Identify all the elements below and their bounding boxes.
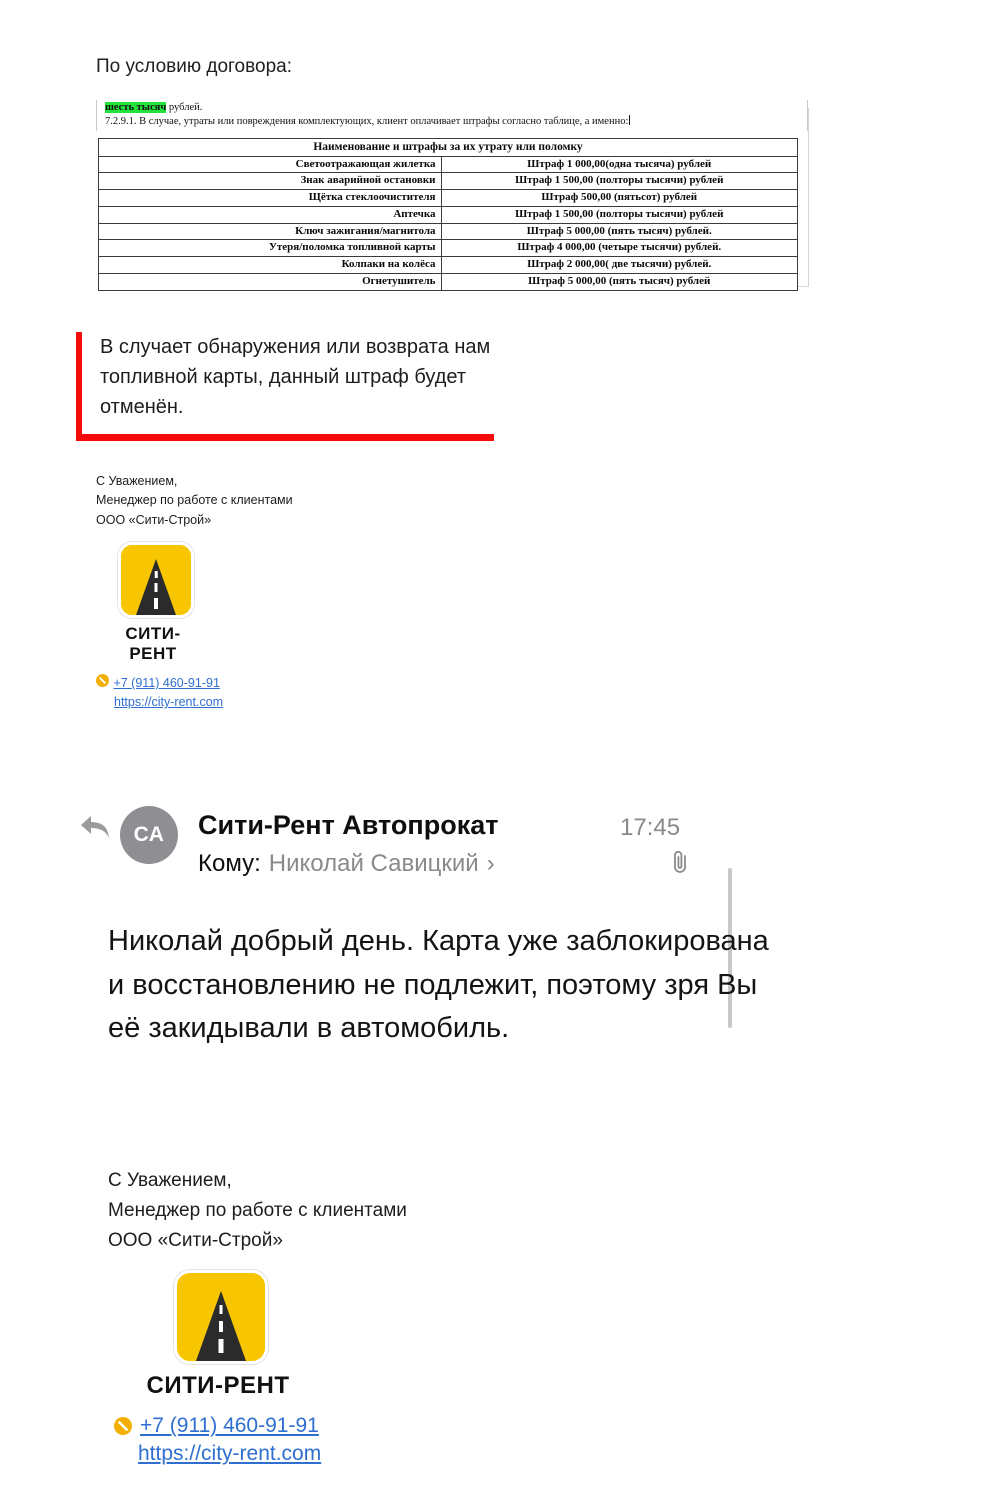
item-fine: Штраф 1 500,00 (полторы тысячи) рублей — [441, 173, 798, 190]
quoted-document — [96, 100, 808, 291]
road-dash — [219, 1321, 223, 1332]
item-name: Колпаки на колёса — [99, 257, 442, 274]
avatar[interactable]: СА — [120, 806, 178, 864]
item-fine: Штраф 1 500,00 (полторы тысячи) рублей — [441, 206, 798, 223]
table-row — [99, 257, 798, 274]
table-row — [99, 273, 798, 290]
website-link[interactable]: https://city-rent.com — [138, 1442, 322, 1466]
fines-table-body — [99, 156, 798, 290]
table-header-cell: Наименование и штрафы за их утрату или поломку — [99, 139, 798, 156]
item-fine: Штраф 500,00 (пятьсот) рублей — [441, 190, 798, 207]
highlighted-text: шесть тысяч — [105, 102, 167, 113]
document-edge-shadow — [798, 108, 809, 287]
table-row — [99, 223, 798, 240]
item-fine: Штраф 2 000,00( две тысячи) рублей. — [441, 257, 798, 274]
item-name: Огнетушитель — [99, 273, 442, 290]
road-sign-icon — [118, 542, 194, 618]
road-dash — [219, 1339, 224, 1353]
city-rent-logo — [146, 1270, 407, 1400]
signature-line-1: С Уважением, — [96, 474, 178, 488]
item-name: Знак аварийной остановки — [99, 173, 442, 190]
red-marker-underline — [76, 434, 494, 441]
item-name: Щётка стеклоочистителя — [99, 190, 442, 207]
phone-icon — [96, 674, 109, 687]
logo-wordmark: СИТИ-РЕНТ — [125, 624, 181, 664]
item-name: Аптечка — [99, 206, 442, 223]
city-rent-logo — [118, 542, 293, 664]
signature-site-row — [114, 693, 293, 711]
item-name: Светоотражающая жилетка — [99, 156, 442, 173]
red-marker-left — [76, 332, 82, 440]
fines-table — [98, 138, 798, 290]
company-logo-small — [118, 542, 293, 664]
signature-line-2: Менеджер по работе с клиентами — [108, 1200, 407, 1222]
sender-name: Сити-Рент Автопрокат — [198, 810, 499, 840]
road-dash — [154, 598, 158, 609]
signature-site-row — [138, 1442, 407, 1466]
phone-link[interactable]: +7 (911) 460-91-91 — [113, 676, 220, 691]
clause-text — [105, 115, 801, 129]
document-clause-strip — [96, 100, 808, 131]
text-cursor-icon — [629, 115, 630, 125]
table-row — [99, 206, 798, 223]
phone-link[interactable]: +7 (911) 460-91-91 — [140, 1414, 319, 1438]
clause-tail: рублей. — [166, 102, 203, 113]
signature-line-3: ООО «Сити-Строй» — [96, 512, 212, 527]
signature-line-1: С Уважением, — [108, 1170, 232, 1191]
item-fine: Штраф 1 000,00(одна тысяча) рублей — [441, 156, 798, 173]
chevron-right-icon[interactable]: › — [486, 850, 495, 877]
signature-phone-row — [114, 1414, 407, 1438]
company-logo-large — [146, 1270, 407, 1400]
table-row — [99, 240, 798, 257]
message-signature — [108, 1166, 407, 1466]
item-name: Ключ зажигания/магнитола — [99, 223, 442, 240]
website-link[interactable]: https://city-rent.com — [114, 695, 224, 710]
road-dash — [155, 571, 158, 578]
table-row — [99, 156, 798, 173]
table-header-row — [99, 139, 798, 156]
road-dash — [220, 1305, 223, 1314]
intro-text: По условию договора: — [96, 56, 292, 77]
phone-icon — [114, 1417, 132, 1435]
highlighted-note-text: В случает обнаружения или возврата нам топливной карты, данный штраф будет отменён. — [100, 336, 491, 418]
message-body: Николай добрый день. Карта уже заблокирована и восстановлению не подлежит, поэтому зря Вы её закидывали в автомобиль. — [108, 925, 769, 1044]
item-fine: Штраф 5 000,00 (пять тысяч) рублей. — [441, 223, 798, 240]
recipient-name: Николай Савицкий — [268, 850, 479, 877]
message-time: 17:45 — [620, 814, 681, 841]
logo-wordmark: СИТИ-РЕНТ — [146, 1372, 290, 1400]
clause-highlight-line — [105, 101, 801, 115]
item-fine: Штраф 5 000,00 (пять тысяч) рублей — [441, 273, 798, 290]
quoted-signature — [96, 472, 293, 711]
signature-phone-row — [96, 674, 293, 692]
signature-line-3: ООО «Сити-Строй» — [108, 1230, 283, 1252]
road-sign-icon — [174, 1270, 268, 1364]
attachment-icon[interactable] — [668, 848, 692, 881]
item-name: Утеря/поломка топливной карты — [99, 240, 442, 257]
signature-line-2: Менеджер по работе с клиентами — [96, 493, 293, 508]
item-fine: Штраф 4 000,00 (четыре тысячи) рублей. — [441, 240, 798, 257]
table-row — [99, 173, 798, 190]
road-dash — [155, 583, 158, 592]
recipient-row[interactable] — [198, 850, 495, 878]
reply-icon[interactable] — [78, 812, 112, 842]
recipient-label: Кому: — [198, 850, 261, 877]
table-row — [99, 190, 798, 207]
highlighted-note — [76, 332, 506, 422]
clause-text-value: 7.2.9.1. В случае, утраты или повреждения комплектующих, клиент оплачивает штрафы согласно таблице, а именно: — [105, 116, 629, 128]
